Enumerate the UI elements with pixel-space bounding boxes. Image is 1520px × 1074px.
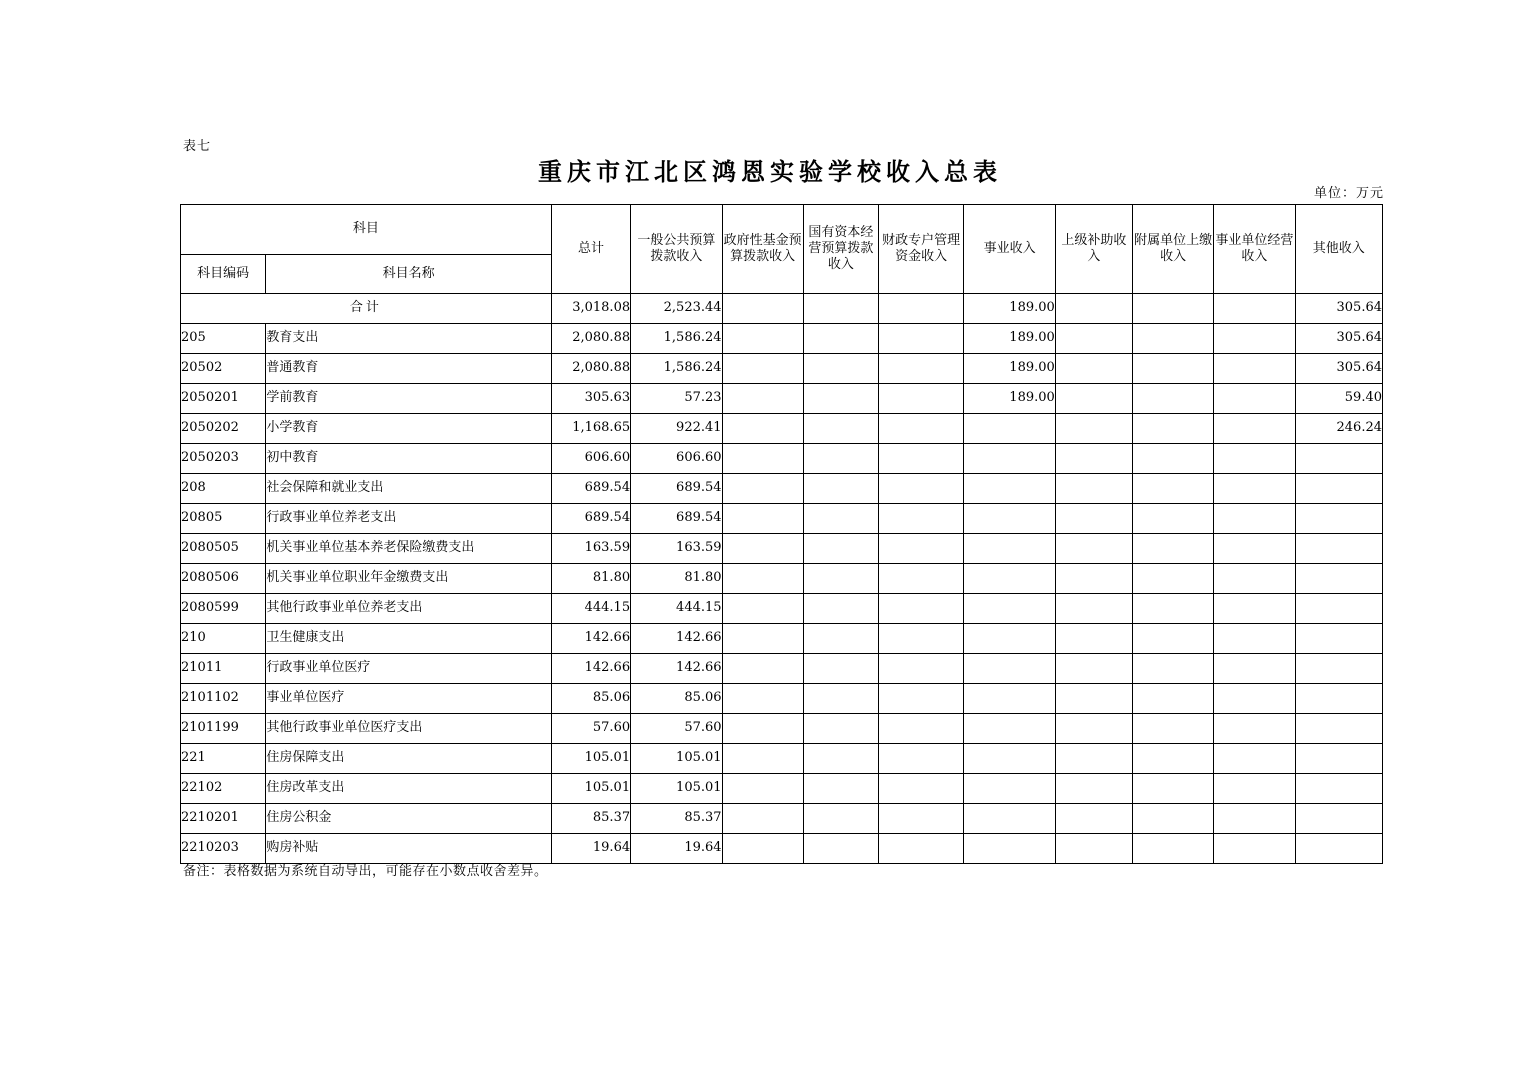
- cell-affiliate-remit: [1133, 324, 1214, 354]
- cell-general-public: 105.01: [631, 774, 722, 804]
- cell-superior-subsidy: [1055, 654, 1132, 684]
- cell-gov-fund: [722, 684, 803, 714]
- cell-subject-code: 208: [181, 474, 266, 504]
- cell-subject-code: 2101199: [181, 714, 266, 744]
- cell-affiliate-remit: [1133, 624, 1214, 654]
- cell-other-income: [1295, 804, 1382, 834]
- cell-gov-fund: [722, 324, 803, 354]
- header-business-income: 事业收入: [964, 205, 1055, 294]
- cell-total: 305.63: [551, 384, 630, 414]
- cell-other-income: [1295, 684, 1382, 714]
- cell-business-income: [964, 474, 1055, 504]
- table-row: [181, 414, 1383, 444]
- cell-affiliate-remit: [1133, 504, 1214, 534]
- cell-total: 444.15: [551, 594, 630, 624]
- header-subject-name: 科目名称: [266, 255, 552, 294]
- cell-affiliate-remit: [1133, 744, 1214, 774]
- cell-general-public: 2,523.44: [631, 294, 722, 324]
- cell-business-income: [964, 654, 1055, 684]
- cell-business-operating: [1214, 444, 1295, 474]
- cell-other-income: [1295, 774, 1382, 804]
- table-row: [181, 474, 1383, 504]
- cell-total: 689.54: [551, 474, 630, 504]
- cell-business-income: 189.00: [964, 384, 1055, 414]
- cell-superior-subsidy: [1055, 324, 1132, 354]
- table-row: [181, 594, 1383, 624]
- cell-affiliate-remit: [1133, 354, 1214, 384]
- cell-total: 2,080.88: [551, 324, 630, 354]
- cell-total: 606.60: [551, 444, 630, 474]
- cell-subject-name: 事业单位医疗: [266, 684, 552, 714]
- cell-business-operating: [1214, 804, 1295, 834]
- header-state-capital-operating-budget: 国有资本经营预算拨款收入: [803, 205, 878, 294]
- table-row: [181, 294, 1383, 324]
- table-body: [181, 294, 1383, 864]
- row-total-label: 合计: [181, 294, 552, 324]
- header-superior-subsidy-income: 上级补助收入: [1055, 205, 1132, 294]
- header-general-public-budget: 一般公共预算拨款收入: [631, 205, 722, 294]
- cell-fiscal-special: [879, 594, 964, 624]
- cell-superior-subsidy: [1055, 384, 1132, 414]
- cell-gov-fund: [722, 384, 803, 414]
- income-summary-table-wrapper: [180, 204, 1383, 864]
- cell-superior-subsidy: [1055, 444, 1132, 474]
- cell-superior-subsidy: [1055, 714, 1132, 744]
- cell-business-income: 189.00: [964, 294, 1055, 324]
- cell-subject-name: 学前教育: [266, 384, 552, 414]
- cell-superior-subsidy: [1055, 504, 1132, 534]
- cell-affiliate-remit: [1133, 654, 1214, 684]
- cell-subject-code: 20502: [181, 354, 266, 384]
- header-subject-code: 科目编码: [181, 255, 266, 294]
- cell-other-income: [1295, 714, 1382, 744]
- cell-affiliate-remit: [1133, 474, 1214, 504]
- cell-total: 142.66: [551, 654, 630, 684]
- table-row: [181, 654, 1383, 684]
- header-business-operating-income: 事业单位经营收入: [1214, 205, 1295, 294]
- cell-total: 689.54: [551, 504, 630, 534]
- cell-general-public: 1,586.24: [631, 324, 722, 354]
- cell-business-income: [964, 774, 1055, 804]
- cell-business-operating: [1214, 474, 1295, 504]
- header-total: 总计: [551, 205, 630, 294]
- cell-subject-name: 住房公积金: [266, 804, 552, 834]
- cell-fiscal-special: [879, 804, 964, 834]
- table-row: [181, 834, 1383, 864]
- table-row: [181, 324, 1383, 354]
- cell-business-operating: [1214, 354, 1295, 384]
- cell-general-public: 444.15: [631, 594, 722, 624]
- cell-business-operating: [1214, 534, 1295, 564]
- cell-business-operating: [1214, 624, 1295, 654]
- cell-business-operating: [1214, 294, 1295, 324]
- cell-business-income: [964, 444, 1055, 474]
- cell-gov-fund: [722, 834, 803, 864]
- cell-fiscal-special: [879, 474, 964, 504]
- cell-affiliate-remit: [1133, 444, 1214, 474]
- cell-subject-code: 205: [181, 324, 266, 354]
- header-fiscal-special-account: 财政专户管理资金收入: [879, 205, 964, 294]
- cell-business-operating: [1214, 324, 1295, 354]
- cell-business-operating: [1214, 774, 1295, 804]
- cell-gov-fund: [722, 774, 803, 804]
- cell-subject-name: 行政事业单位养老支出: [266, 504, 552, 534]
- footnote: 备注：表格数据为系统自动导出，可能存在小数点收舍差异。: [183, 864, 548, 879]
- cell-subject-code: 21011: [181, 654, 266, 684]
- cell-soe-capital: [803, 354, 878, 384]
- cell-business-operating: [1214, 684, 1295, 714]
- cell-gov-fund: [722, 534, 803, 564]
- cell-general-public: 81.80: [631, 564, 722, 594]
- cell-soe-capital: [803, 414, 878, 444]
- cell-subject-name: 社会保障和就业支出: [266, 474, 552, 504]
- cell-total: 142.66: [551, 624, 630, 654]
- cell-subject-code: 2050203: [181, 444, 266, 474]
- cell-business-operating: [1214, 384, 1295, 414]
- cell-general-public: 85.37: [631, 804, 722, 834]
- cell-subject-code: 2050202: [181, 414, 266, 444]
- cell-fiscal-special: [879, 534, 964, 564]
- cell-superior-subsidy: [1055, 474, 1132, 504]
- cell-fiscal-special: [879, 504, 964, 534]
- table-row: [181, 564, 1383, 594]
- cell-superior-subsidy: [1055, 624, 1132, 654]
- cell-superior-subsidy: [1055, 414, 1132, 444]
- cell-fiscal-special: [879, 324, 964, 354]
- cell-business-income: [964, 684, 1055, 714]
- cell-superior-subsidy: [1055, 594, 1132, 624]
- cell-soe-capital: [803, 624, 878, 654]
- cell-business-income: [964, 804, 1055, 834]
- cell-subject-code: 2080506: [181, 564, 266, 594]
- cell-affiliate-remit: [1133, 294, 1214, 324]
- cell-general-public: 163.59: [631, 534, 722, 564]
- cell-business-income: [964, 564, 1055, 594]
- cell-subject-name: 机关事业单位基本养老保险缴费支出: [266, 534, 552, 564]
- header-government-fund-budget: 政府性基金预算拨款收入: [722, 205, 803, 294]
- cell-fiscal-special: [879, 564, 964, 594]
- cell-gov-fund: [722, 744, 803, 774]
- cell-fiscal-special: [879, 354, 964, 384]
- cell-other-income: [1295, 654, 1382, 684]
- cell-business-income: 189.00: [964, 324, 1055, 354]
- cell-total: 85.06: [551, 684, 630, 714]
- cell-soe-capital: [803, 834, 878, 864]
- cell-total: 19.64: [551, 834, 630, 864]
- header-subject-group: 科目: [181, 205, 552, 255]
- cell-business-income: [964, 594, 1055, 624]
- cell-other-income: [1295, 474, 1382, 504]
- cell-subject-name: 机关事业单位职业年金缴费支出: [266, 564, 552, 594]
- cell-subject-code: 221: [181, 744, 266, 774]
- cell-other-income: [1295, 534, 1382, 564]
- cell-fiscal-special: [879, 744, 964, 774]
- cell-other-income: [1295, 624, 1382, 654]
- cell-gov-fund: [722, 504, 803, 534]
- cell-business-operating: [1214, 564, 1295, 594]
- cell-fiscal-special: [879, 714, 964, 744]
- cell-affiliate-remit: [1133, 774, 1214, 804]
- cell-subject-name: 教育支出: [266, 324, 552, 354]
- cell-general-public: 105.01: [631, 744, 722, 774]
- cell-business-income: [964, 414, 1055, 444]
- cell-gov-fund: [722, 654, 803, 684]
- cell-subject-name: 购房补贴: [266, 834, 552, 864]
- cell-subject-code: 2080505: [181, 534, 266, 564]
- header-affiliate-remittance-income: 附属单位上缴收入: [1133, 205, 1214, 294]
- cell-other-income: 305.64: [1295, 294, 1382, 324]
- cell-superior-subsidy: [1055, 774, 1132, 804]
- cell-total: 57.60: [551, 714, 630, 744]
- cell-total: 3,018.08: [551, 294, 630, 324]
- cell-subject-name: 行政事业单位医疗: [266, 654, 552, 684]
- cell-fiscal-special: [879, 834, 964, 864]
- cell-general-public: 1,586.24: [631, 354, 722, 384]
- cell-subject-name: 其他行政事业单位养老支出: [266, 594, 552, 624]
- cell-business-operating: [1214, 834, 1295, 864]
- cell-other-income: [1295, 564, 1382, 594]
- cell-soe-capital: [803, 504, 878, 534]
- cell-business-operating: [1214, 714, 1295, 744]
- cell-other-income: [1295, 834, 1382, 864]
- cell-superior-subsidy: [1055, 744, 1132, 774]
- cell-business-operating: [1214, 414, 1295, 444]
- cell-general-public: 689.54: [631, 474, 722, 504]
- cell-soe-capital: [803, 384, 878, 414]
- cell-subject-code: 2210203: [181, 834, 266, 864]
- cell-soe-capital: [803, 714, 878, 744]
- cell-subject-name: 其他行政事业单位医疗支出: [266, 714, 552, 744]
- cell-gov-fund: [722, 354, 803, 384]
- table-row: [181, 684, 1383, 714]
- cell-superior-subsidy: [1055, 354, 1132, 384]
- cell-superior-subsidy: [1055, 684, 1132, 714]
- cell-business-operating: [1214, 654, 1295, 684]
- table-header-row-1: [181, 205, 1383, 255]
- cell-total: 105.01: [551, 744, 630, 774]
- cell-fiscal-special: [879, 654, 964, 684]
- cell-subject-name: 卫生健康支出: [266, 624, 552, 654]
- cell-other-income: [1295, 504, 1382, 534]
- cell-business-operating: [1214, 744, 1295, 774]
- cell-gov-fund: [722, 594, 803, 624]
- cell-general-public: 606.60: [631, 444, 722, 474]
- cell-subject-code: 20805: [181, 504, 266, 534]
- cell-subject-code: 2210201: [181, 804, 266, 834]
- table-row: [181, 624, 1383, 654]
- table-row: [181, 504, 1383, 534]
- cell-other-income: 59.40: [1295, 384, 1382, 414]
- cell-gov-fund: [722, 294, 803, 324]
- cell-gov-fund: [722, 624, 803, 654]
- cell-fiscal-special: [879, 294, 964, 324]
- cell-affiliate-remit: [1133, 804, 1214, 834]
- cell-subject-name: 住房改革支出: [266, 774, 552, 804]
- page-title: 重庆市江北区鸿恩实验学校收入总表: [538, 157, 1002, 186]
- cell-superior-subsidy: [1055, 564, 1132, 594]
- cell-gov-fund: [722, 414, 803, 444]
- cell-other-income: [1295, 444, 1382, 474]
- header-other-income: 其他收入: [1295, 205, 1382, 294]
- cell-fiscal-special: [879, 774, 964, 804]
- cell-fiscal-special: [879, 624, 964, 654]
- cell-business-income: 189.00: [964, 354, 1055, 384]
- cell-soe-capital: [803, 564, 878, 594]
- cell-business-operating: [1214, 594, 1295, 624]
- cell-subject-name: 普通教育: [266, 354, 552, 384]
- cell-superior-subsidy: [1055, 534, 1132, 564]
- cell-subject-name: 住房保障支出: [266, 744, 552, 774]
- table-row: [181, 744, 1383, 774]
- table-row: [181, 714, 1383, 744]
- cell-subject-code: 2050201: [181, 384, 266, 414]
- table-row: [181, 774, 1383, 804]
- cell-soe-capital: [803, 774, 878, 804]
- cell-gov-fund: [722, 714, 803, 744]
- cell-subject-code: 210: [181, 624, 266, 654]
- cell-total: 2,080.88: [551, 354, 630, 384]
- table-row: [181, 354, 1383, 384]
- cell-fiscal-special: [879, 384, 964, 414]
- cell-fiscal-special: [879, 414, 964, 444]
- cell-business-income: [964, 744, 1055, 774]
- cell-business-income: [964, 834, 1055, 864]
- cell-gov-fund: [722, 804, 803, 834]
- cell-subject-name: 初中教育: [266, 444, 552, 474]
- cell-business-income: [964, 624, 1055, 654]
- cell-general-public: 689.54: [631, 504, 722, 534]
- cell-soe-capital: [803, 684, 878, 714]
- table-row: [181, 444, 1383, 474]
- cell-other-income: 305.64: [1295, 354, 1382, 384]
- cell-affiliate-remit: [1133, 384, 1214, 414]
- cell-other-income: [1295, 594, 1382, 624]
- cell-general-public: 57.23: [631, 384, 722, 414]
- cell-general-public: 142.66: [631, 624, 722, 654]
- cell-affiliate-remit: [1133, 414, 1214, 444]
- cell-fiscal-special: [879, 684, 964, 714]
- cell-gov-fund: [722, 474, 803, 504]
- cell-superior-subsidy: [1055, 834, 1132, 864]
- cell-soe-capital: [803, 294, 878, 324]
- cell-soe-capital: [803, 804, 878, 834]
- cell-business-income: [964, 504, 1055, 534]
- unit-note: 单位：万元: [1313, 186, 1384, 201]
- cell-other-income: 305.64: [1295, 324, 1382, 354]
- table-row: [181, 534, 1383, 564]
- cell-business-income: [964, 534, 1055, 564]
- cell-fiscal-special: [879, 444, 964, 474]
- table-row: [181, 804, 1383, 834]
- cell-subject-code: 2080599: [181, 594, 266, 624]
- cell-other-income: 246.24: [1295, 414, 1382, 444]
- income-summary-table: [180, 204, 1383, 864]
- cell-gov-fund: [722, 444, 803, 474]
- cell-soe-capital: [803, 444, 878, 474]
- cell-general-public: 85.06: [631, 684, 722, 714]
- cell-business-income: [964, 714, 1055, 744]
- cell-superior-subsidy: [1055, 804, 1132, 834]
- cell-soe-capital: [803, 534, 878, 564]
- cell-affiliate-remit: [1133, 834, 1214, 864]
- cell-affiliate-remit: [1133, 534, 1214, 564]
- cell-subject-code: 22102: [181, 774, 266, 804]
- cell-affiliate-remit: [1133, 684, 1214, 714]
- cell-affiliate-remit: [1133, 714, 1214, 744]
- cell-affiliate-remit: [1133, 594, 1214, 624]
- cell-total: 81.80: [551, 564, 630, 594]
- cell-gov-fund: [722, 564, 803, 594]
- cell-soe-capital: [803, 324, 878, 354]
- cell-subject-name: 小学教育: [266, 414, 552, 444]
- cell-general-public: 922.41: [631, 414, 722, 444]
- cell-superior-subsidy: [1055, 294, 1132, 324]
- cell-subject-code: 2101102: [181, 684, 266, 714]
- table-row: [181, 384, 1383, 414]
- cell-total: 85.37: [551, 804, 630, 834]
- cell-soe-capital: [803, 744, 878, 774]
- cell-affiliate-remit: [1133, 564, 1214, 594]
- cell-soe-capital: [803, 594, 878, 624]
- cell-total: 1,168.65: [551, 414, 630, 444]
- cell-total: 163.59: [551, 534, 630, 564]
- form-number: 表七: [183, 139, 212, 154]
- cell-soe-capital: [803, 654, 878, 684]
- cell-other-income: [1295, 744, 1382, 774]
- cell-general-public: 142.66: [631, 654, 722, 684]
- cell-soe-capital: [803, 474, 878, 504]
- cell-general-public: 57.60: [631, 714, 722, 744]
- cell-total: 105.01: [551, 774, 630, 804]
- cell-business-operating: [1214, 504, 1295, 534]
- cell-general-public: 19.64: [631, 834, 722, 864]
